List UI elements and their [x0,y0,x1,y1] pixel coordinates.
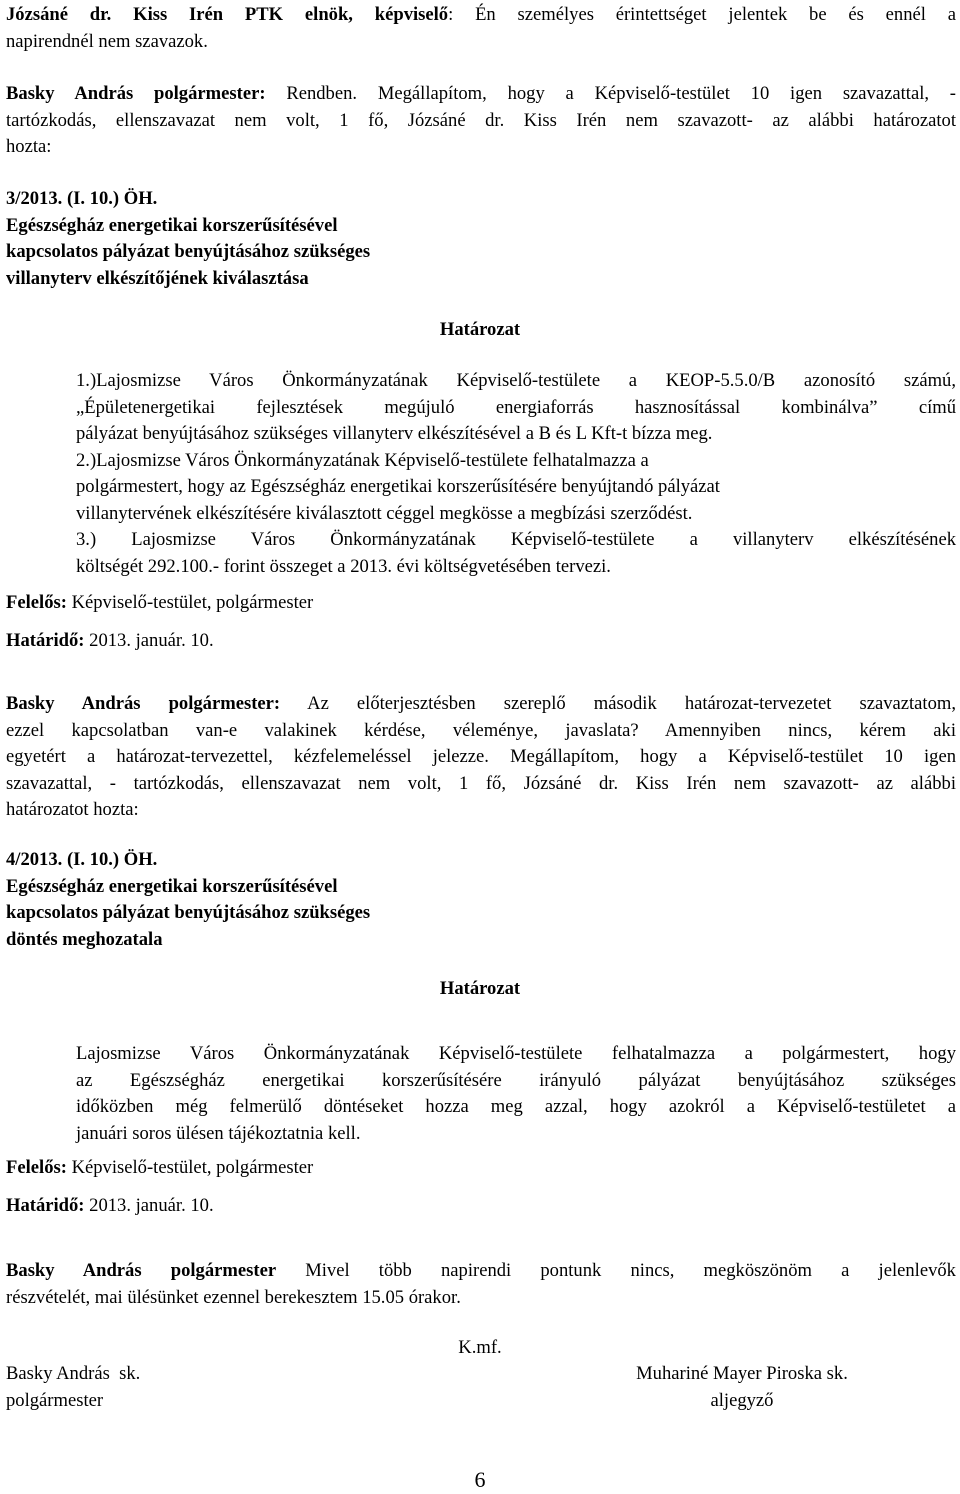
speaker-name: Basky András polgármester: [6,83,266,104]
statement-text: Az előterjesztésben szereplő második határozat-tervezetet szavaztatom, [280,693,956,714]
resolution-heading: Határozat [439,319,521,340]
speaker-name: Basky András polgármester: [6,693,281,714]
resolution-heading: Határozat [439,978,521,999]
statement-jozsane [6,2,956,55]
resolution-title-line: Egészségház energetikai korszerűsítésével [6,875,338,897]
kmf-label: K.mf. [458,1337,502,1358]
statement-text: : Én személyes érintettséget jelentek be és ennél a [448,4,957,25]
statement-basky-1 [6,81,956,161]
resolution-body-line: januári soros ülésen tájékoztatnia kell. [76,1122,361,1144]
resolution-body-line: villanytervének elkészítésére kiválasztott céggel megkösse a megbízási szerződést. [76,502,693,524]
statement-text: részvételét, mai ülésünket ezennel berekesztem 15.05 órakor. [6,1286,461,1308]
statement-text: tartózkodás, ellenszavazat nem volt, 1 fő, Józsáné dr. Kiss Irén nem szavazott- az alábbi határozatot [6,109,956,131]
closing-statement [6,1258,956,1311]
resolution-1-body [76,368,956,580]
resolution-title-line: kapcsolatos pályázat benyújtásához szükséges [6,902,371,923]
resolution-body-line: 1.)Lajosmizse Város Önkormányzatának Képviselő-testülete a KEOP-5.5.0/B azonosító számú, [76,370,956,391]
deadline-label: Határidő: [6,1195,85,1216]
statement-text: szavazattal, - tartózkodás, ellenszavazat nem volt, 1 fő, Józsáné dr. Kiss Irén nem szavazott- az alábbi [6,772,956,794]
resolution-title-line: villanyterv elkészítőjének kiválasztása [6,267,309,289]
resolution-body-line: költségét 292.100.- forint összeget a 2013. évi költségvetésében tervezi. [76,555,611,577]
statement-text: hozta: [6,136,52,157]
statement-basky-2 [6,691,956,824]
signature-title: polgármester [6,1389,104,1411]
deadline-value: 2013. január. 10. [84,1195,214,1216]
responsible-label: Felelős: [6,592,67,613]
resolution-number: 3/2013. (I. 10.) ÖH. [6,188,158,209]
resolution-title-line: kapcsolatos pályázat benyújtásához szükséges [6,241,371,262]
resolution-1-responsible [6,590,956,617]
resolution-body-line: polgármestert, hogy az Egészségház energetikai korszerűsítésére benyújtandó pályázat [76,476,720,497]
speaker-name: Basky András polgármester [6,1260,277,1281]
resolution-2-responsible [6,1155,956,1182]
signature-right [612,1361,872,1414]
resolution-1-deadline [6,628,956,655]
resolution-2-body [76,1041,956,1147]
resolution-body-line: 3.) Lajosmizse Város Önkormányzatának Képviselő-testülete a villanyterv elkészítésének [76,529,956,550]
deadline-value: 2013. január. 10. [84,630,214,651]
signature-name: Basky András sk. [6,1363,141,1384]
statement-text: Rendben. Megállapítom, hogy a Képviselő-testület 10 igen szavazattal, - [265,83,956,104]
resolution-body-line: időközben még felmerülő döntéseket hozza meg azzal, hogy azokról a Képviselő-testületet a [76,1096,956,1117]
signature-name: Muhariné Mayer Piroska sk. [636,1363,848,1384]
resolution-1-header [6,186,956,292]
statement-text: ezzel kapcsolatban van-e valakinek kérdése, véleménye, javaslata? Amennyiben nincs, kérem aki [6,719,956,741]
resolution-2-deadline [6,1193,956,1220]
page-number: 6 [474,1467,486,1492]
responsible-label: Felelős: [6,1157,67,1178]
signature-left [6,1361,306,1414]
resolution-2-header [6,847,956,953]
resolution-title-line: Egészségház energetikai korszerűsítésével [6,214,338,236]
responsible-value: Képviselő-testület, polgármester [66,592,314,613]
resolution-number: 4/2013. (I. 10.) ÖH. [6,849,158,870]
statement-text: napirendnél nem szavazok. [6,30,208,52]
resolution-body-line: pályázat benyújtásához szükséges villanyterv elkészítésével a B és L Kft-t bízza meg. [76,423,713,444]
statement-text: határozatot hozta: [6,799,139,820]
responsible-value: Képviselő-testület, polgármester [66,1157,314,1178]
resolution-body-line: 2.)Lajosmizse Város Önkormányzatának Képviselő-testülete felhatalmazza a [76,449,649,471]
resolution-title-line: döntés meghozatala [6,928,163,950]
resolution-body-line: Lajosmizse Város Önkormányzatának Képviselő-testülete felhatalmazza a polgármestert, hogy [76,1043,956,1064]
resolution-body-line: „Épületenergetikai fejlesztések megújuló energiaforrás hasznosítással kombinálva” című [76,396,956,418]
statement-text: Mivel több napirendi pontunk nincs, megköszönöm a jelenlevők [276,1260,956,1281]
signature-title: aljegyző [710,1389,774,1411]
resolution-body-line: az Egészségház energetikai korszerűsítésére irányuló pályázat benyújtásához szükséges [76,1069,956,1091]
speaker-name: Józsáné dr. Kiss Irén PTK elnök, képviselő [6,4,449,25]
deadline-label: Határidő: [6,630,85,651]
statement-text: egyetért a határozat-tervezettel, kézfelemeléssel jelezze. Megállapítom, hogy a Képviselő-testület 10 igen [6,746,956,767]
